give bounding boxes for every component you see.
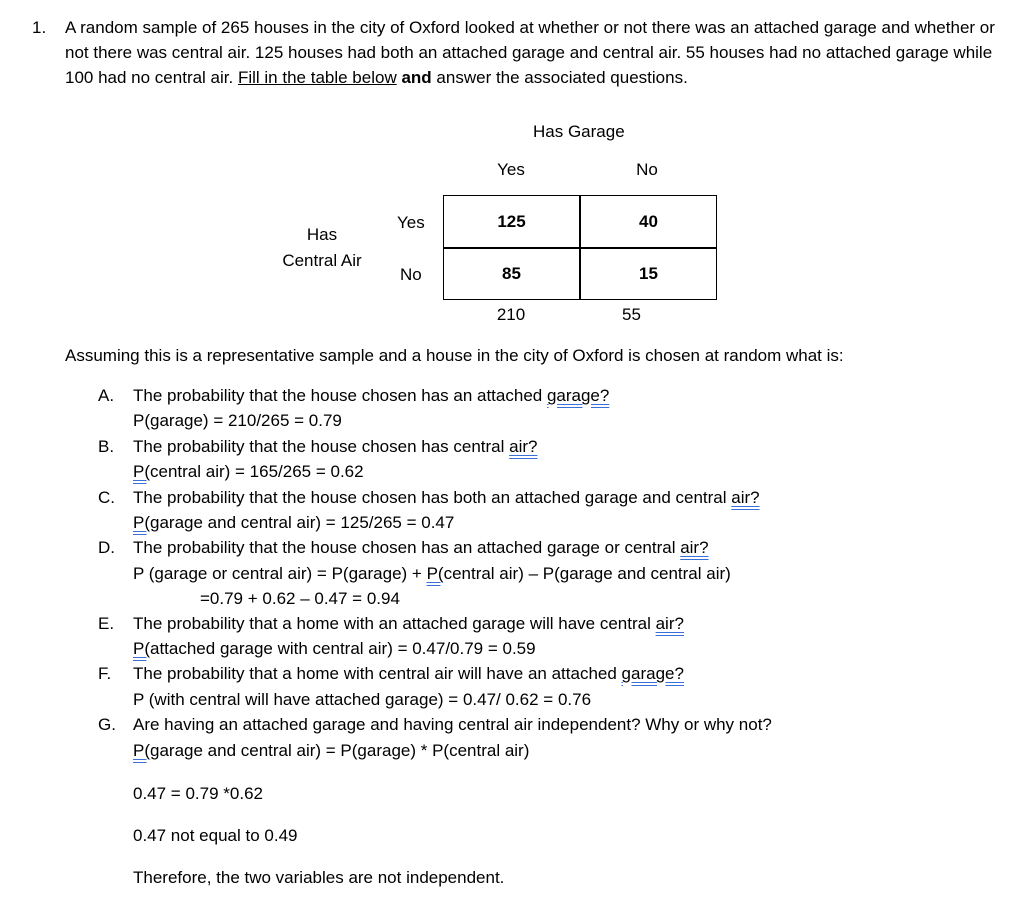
question-e-letter: E. <box>98 614 115 633</box>
question-b-letter: B. <box>98 437 115 456</box>
table-divider-horizontal <box>444 247 716 249</box>
question-g-letter: G. <box>98 715 116 734</box>
answer-g-conclusion: Therefore, the two variables are not independent. <box>133 868 505 887</box>
col-header: Has Garage <box>533 122 625 141</box>
question-e: The probability that a home with an attached garage will have central air? <box>133 614 684 633</box>
answer-d: P (garage or central air) = P(garage) + P(central air) – P(garage and central air) <box>133 564 731 583</box>
answer-b: P(central air) = 165/265 = 0.62 <box>133 462 364 481</box>
intro-text-end: answer the associated questions. <box>431 68 688 87</box>
question-a: The probability that the house chosen has an attached garage? <box>133 386 610 405</box>
col-yes-label: Yes <box>497 160 525 179</box>
cell-garage-yes-air-no[interactable]: 85 <box>502 264 521 283</box>
row-no-label: No <box>400 265 422 284</box>
answer-a: P(garage) = 210/265 = 0.79 <box>133 411 342 430</box>
problem-statement <box>32 15 995 90</box>
answer-g-comparison: 0.47 not equal to 0.49 <box>133 826 298 845</box>
intro-link: Fill in the table below <box>237 68 397 87</box>
row-yes-label: Yes <box>397 213 425 232</box>
answer-f: P (with central will have attached garage) = 0.47/ 0.62 = 0.76 <box>133 690 592 709</box>
question-d: The probability that the house chosen has an attached garage or central air? <box>133 538 709 557</box>
problem-number: 1. <box>32 18 47 37</box>
cell-garage-no-air-yes[interactable]: 40 <box>639 212 658 231</box>
answer-d-calculation: =0.79 + 0.62 – 0.47 = 0.94 <box>200 589 400 608</box>
contingency-table <box>443 195 717 300</box>
question-f-letter: F. <box>98 664 112 683</box>
intro-bold: and <box>401 68 432 87</box>
question-a-letter: A. <box>98 386 115 405</box>
question-f: The probability that a home with central air will have an attached garage? <box>133 664 684 683</box>
col-no-label: No <box>636 160 658 179</box>
answer-c: P(garage and central air) = 125/265 = 0.47 <box>133 513 455 532</box>
answer-g-equation: 0.47 = 0.79 *0.62 <box>133 784 263 803</box>
question-b: The probability that the house chosen has central air? <box>133 437 538 456</box>
cell-garage-no-air-no[interactable]: 15 <box>639 264 658 283</box>
cell-garage-yes-air-yes[interactable]: 125 <box>497 212 526 231</box>
question-g: Are having an attached garage and having central air independent? Why or why not? <box>133 715 772 734</box>
row-header-line2: Central Air <box>282 251 362 270</box>
total-garage-no: 55 <box>622 305 641 324</box>
answer-e: P(attached garage with central air) = 0.47/0.79 = 0.59 <box>133 639 536 658</box>
row-header-line1: Has <box>306 225 338 244</box>
total-garage-yes: 210 <box>496 305 526 324</box>
question-c-letter: C. <box>98 488 115 507</box>
intro-text: A random sample of 265 houses in the city of Oxford looked at whether or not there was an attached garage and whether or not there was central air. 125 houses had both an attached garage and central air. 55 houses had no attached garage while 100 had no central air. <box>65 18 995 87</box>
answer-g: P(garage and central air) = P(garage) * P(central air) <box>133 741 530 760</box>
question-c: The probability that the house chosen has both an attached garage and central air? <box>133 488 760 507</box>
question-prompt: Assuming this is a representative sample and a house in the city of Oxford is chosen at random what is: <box>65 346 844 365</box>
question-d-letter: D. <box>98 538 115 557</box>
